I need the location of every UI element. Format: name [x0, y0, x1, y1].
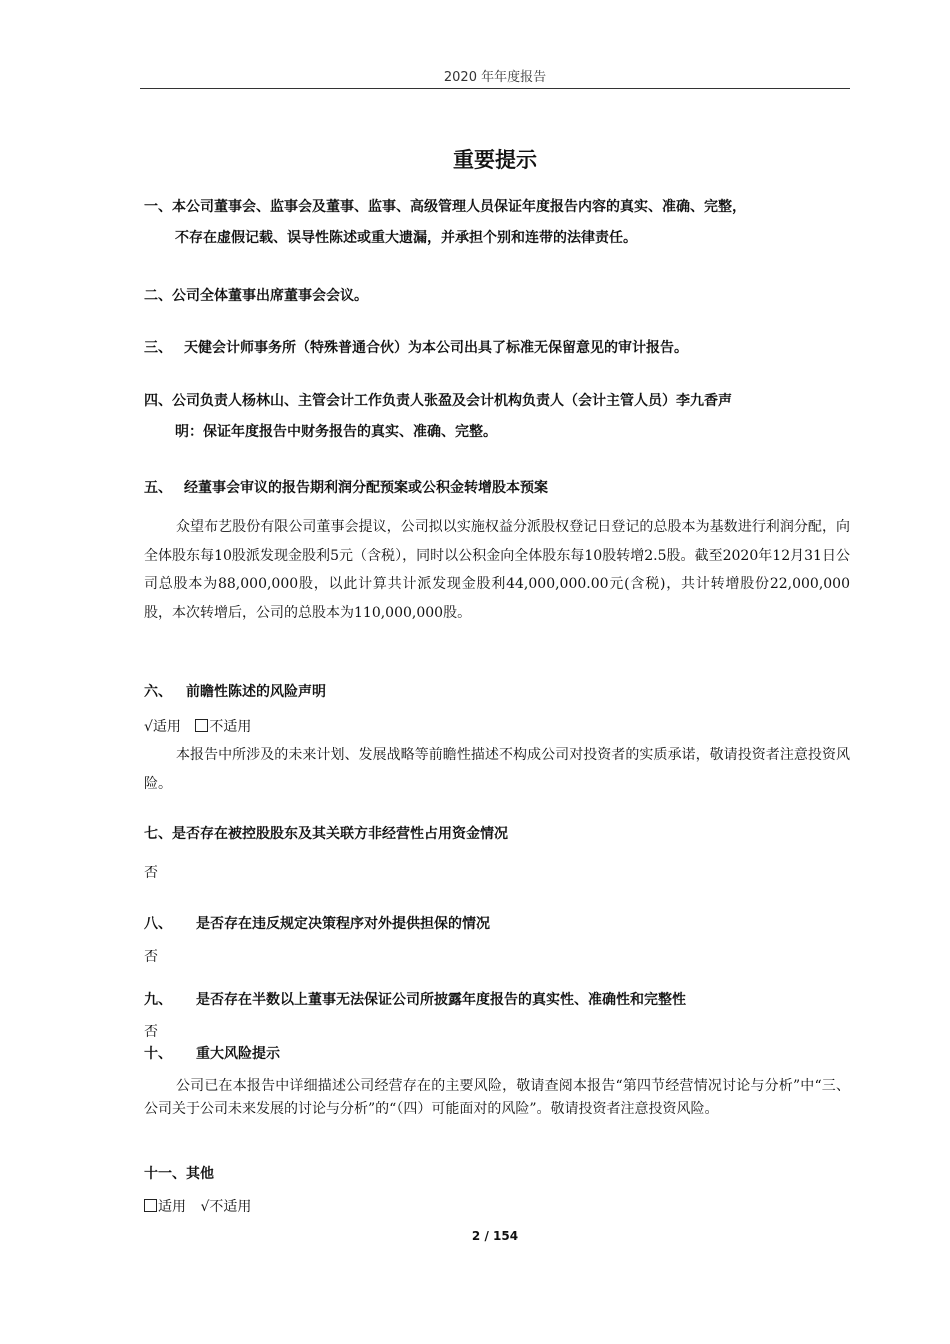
section-1-heading — [144, 192, 850, 254]
section-2-text: 公司全体董事出席董事会会议。 — [172, 288, 368, 304]
section-1-line-2: 不存在虚假记载、误导性陈述或重大遗漏，并承担个别和连带的法律责任。 — [175, 230, 637, 246]
section-5-number: 五、 — [144, 480, 172, 496]
section-11-not-applicable-option: √不适用 — [200, 1199, 252, 1215]
section-4-line-1: 公司负责人杨林山、主管会计工作负责人张盈及会计机构负责人（会计主管人员）李九香声 — [172, 393, 732, 409]
section-1-number: 一、 — [144, 199, 172, 215]
section-11-heading — [144, 1159, 850, 1190]
section-8-text: 是否存在违反规定决策程序对外提供担保的情况 — [196, 916, 490, 932]
section-7-text: 是否存在被控股股东及其关联方非经营性占用资金情况 — [172, 826, 508, 842]
section-4-heading — [144, 386, 850, 448]
section-11-applicability — [144, 1196, 251, 1218]
section-6-not-applicable-option — [195, 716, 251, 738]
section-5-text: 经董事会审议的报告期利润分配预案或公积金转增股本预案 — [184, 480, 548, 496]
section-11-text: 其他 — [186, 1166, 214, 1182]
section-6-applicability — [144, 716, 251, 738]
section-9-answer: 否 — [144, 1024, 158, 1040]
section-6-text: 前瞻性陈述的风险声明 — [186, 684, 326, 700]
checkbox-empty-icon — [195, 719, 208, 732]
section-7-answer: 否 — [144, 865, 158, 881]
section-7-number: 七、 — [144, 826, 172, 842]
section-9-heading — [144, 985, 850, 1016]
section-11-number: 十一、 — [144, 1166, 186, 1182]
section-11-applicable-label: 适用 — [158, 1199, 186, 1215]
section-6-not-applicable-label: 不适用 — [209, 719, 252, 735]
section-9-number: 九、 — [144, 992, 172, 1008]
section-6-heading — [144, 677, 850, 708]
section-3-text: 天健会计师事务所（特殊普通合伙）为本公司出具了标准无保留意见的审计报告。 — [184, 340, 688, 356]
section-11-applicable-option — [144, 1196, 186, 1218]
section-5-body: 众望布艺股份有限公司董事会提议，公司拟以实施权益分派股权登记日登记的总股本为基数进行利润分配，向全体股东每10股派发现金股利5元（含税），同时以公积金向全体股东每10股转增2.5股。截至2020年12月31日公司总股本为88,000,000股，以此计算共计派发现金股利44,000,000.00元(含税)，共计转增股份22,000,000股，本次转增后，公司的总股本为110,000,000股。 — [144, 519, 850, 621]
section-9-text: 是否存在半数以上董事无法保证公司所披露年度报告的真实性、准确性和完整性 — [196, 992, 686, 1008]
section-7-heading — [144, 819, 850, 850]
section-6-body: 本报告中所涉及的未来计划、发展战略等前瞻性描述不构成公司对投资者的实质承诺，敬请投资者注意投资风险。 — [144, 747, 850, 792]
section-8-heading — [144, 909, 850, 940]
section-8-answer: 否 — [144, 949, 158, 965]
section-5-heading — [144, 473, 850, 504]
section-10-body: 公司已在本报告中详细描述公司经营存在的主要风险，敬请查阅本报告“第四节经营情况讨论与分析”中“三、公司关于公司未来发展的讨论与分析”的“（四）可能面对的风险”。敬请投资者注意投资风险。 — [144, 1078, 850, 1117]
section-3-number: 三、 — [144, 340, 172, 356]
section-1-line-1: 本公司董事会、监事会及董事、监事、高级管理人员保证年度报告内容的真实、准确、完整， — [172, 199, 746, 215]
section-6-number: 六、 — [144, 684, 172, 700]
header-divider — [140, 88, 850, 89]
section-3-heading — [144, 333, 850, 364]
page-number: 2 / 154 — [471, 1229, 519, 1243]
section-4-number: 四、 — [144, 393, 172, 409]
section-8-number: 八、 — [144, 916, 172, 932]
section-10-heading — [144, 1039, 850, 1070]
section-2-heading — [144, 281, 850, 312]
page-header: 2020 年年度报告 — [443, 70, 547, 85]
section-10-text: 重大风险提示 — [196, 1046, 280, 1062]
page-title: 重要提示 — [453, 148, 537, 172]
section-2-number: 二、 — [144, 288, 172, 304]
section-10-number: 十、 — [144, 1046, 172, 1062]
checkbox-empty-icon — [144, 1199, 157, 1212]
section-4-line-2: 明：保证年度报告中财务报告的真实、准确、完整。 — [175, 424, 497, 440]
section-6-applicable-option: √适用 — [144, 719, 181, 735]
